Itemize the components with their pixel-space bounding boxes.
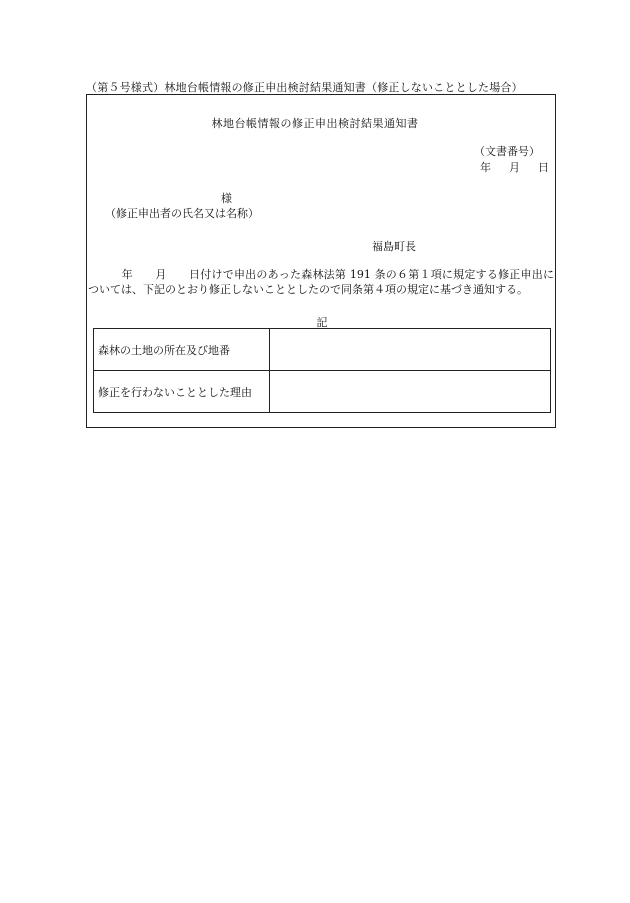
details-table: [93, 328, 551, 413]
sender-name: 福島町長: [372, 240, 416, 253]
table-row: [94, 329, 551, 371]
date-line: [480, 159, 549, 175]
addressee-note: （修正申出者の氏名又は名称）: [105, 207, 259, 220]
date-year-label: 年: [480, 161, 491, 174]
document-number-label: （文書番号）: [474, 145, 540, 158]
addressee-honorific: 様: [221, 192, 232, 205]
table-row-value: [270, 329, 551, 371]
body-paragraph: 年 月 日付けで申出のあった森林法第 191 条の６第１項に規定する修正申出については、下記のとおり修正しないこととしたので同条第４項の規定に基づき通知する。: [88, 268, 554, 296]
date-day-label: 日: [538, 161, 549, 174]
table-row-value: [270, 371, 551, 413]
form-number-label: （第５号様式）林地台帳情報の修正申出検討結果通知書（修正しないこととした場合）: [86, 81, 523, 94]
date-month-label: 月: [509, 161, 520, 174]
ki-heading: 記: [316, 316, 328, 329]
table-row: [94, 371, 551, 413]
table-row-label: 森林の土地の所在及び地番: [94, 329, 270, 371]
document-title: 林地台帳情報の修正申出検討結果通知書: [211, 117, 419, 130]
table-row-label: 修正を行わないこととした理由: [94, 371, 270, 413]
